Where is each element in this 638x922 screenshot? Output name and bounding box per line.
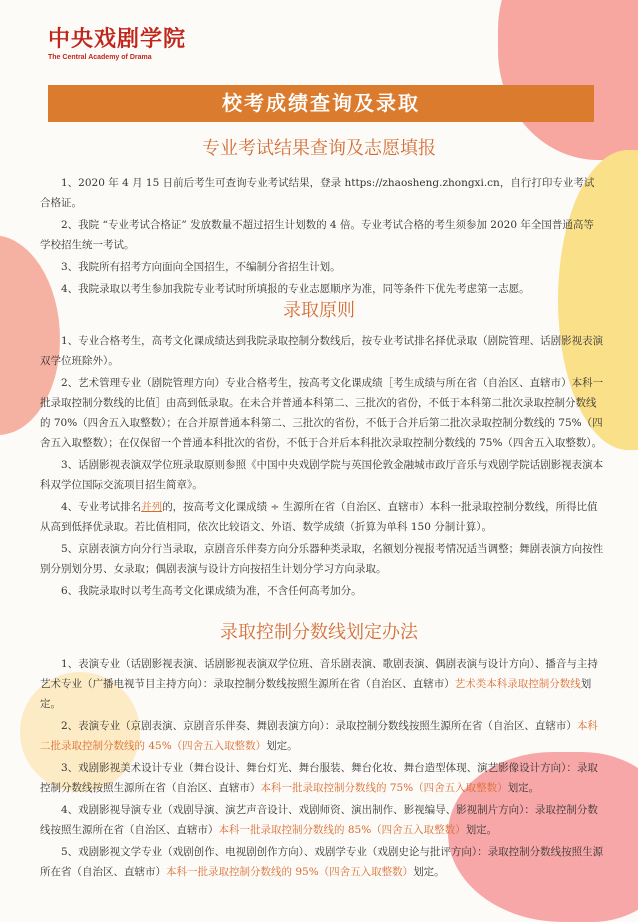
section-principles-body: [40, 331, 604, 601]
academy-logo: [48, 22, 186, 61]
item-text: 1、表演专业（话剧影视表演、话剧影视表演双学位班、音乐剧表演、歌剧表演、偶剧表演与设计方向）、播音与主持艺术专业（广播电视节目主持方向）：录取控制分数线按照生源所在省（自治区、直辖市）: [40, 658, 598, 690]
list-item: [40, 758, 604, 798]
highlight-text: 本科一批录取控制分数线的 75%（四舍五入取整数）: [260, 782, 508, 794]
list-item: 2、艺术管理专业（剧院管理方向）专业合格考生，按高考文化课成绩［考生成绩与所在省（自治区、直辖市）本科一批录取控制分数线的比值］由高到低录取。在未合并普通本科第二、三批次的省份，不低于本科第二批次录取控制分数线的 70%（四舍五入取整数）；在合并原普通本科第二、三批次的省份，不低于合并后第二批次录取控制分数线的 75%（四舍五入取整数）；在仅保留一个普通本科批次的省份，不低于合并后本科批次录取控制分数线的 75%（四舍五入取整数）。: [40, 377, 604, 449]
list-item: 3、我院所有招考方向面向全国招生，不编制分省招生计划。: [61, 261, 341, 273]
highlight-text: 本科一批录取控制分数线的 85%（四舍五入取整数）: [218, 824, 466, 836]
item-text: 划定。: [507, 782, 540, 794]
list-item: 1、2020 年 4 月 15 日前后考生可查询专业考试结果，登录 https://zhaosheng.zhongxi.cn，自行打印专业考试合格证。: [40, 177, 595, 209]
tie-link[interactable]: 并列: [141, 501, 163, 513]
list-item: 4、我院录取以考生参加我院专业考试时所填报的专业志愿顺序为准，同等条件下优先考虑第一志愿。: [61, 283, 530, 295]
logo-chinese: 中央戏剧学院: [48, 26, 187, 52]
list-item: 6、我院录取时以考生高考文化课成绩为准，不含任何高考加分。: [61, 585, 362, 597]
section-heading-principles: 录取原则: [283, 300, 355, 321]
list-item: [40, 497, 604, 537]
page-title: 校考成绩查询及录取: [48, 85, 594, 122]
item-text: 划定。: [413, 866, 445, 878]
list-item: [40, 842, 604, 882]
list-item: [40, 800, 604, 840]
item-text: 4、戏剧影视导演专业（戏剧导演、演艺声音设计、戏剧师资、演出制作、影视编导、影视制片方向）：录取控制分数线按照生源所在省（自治区、直辖市）: [40, 804, 598, 836]
highlight-text: 本科一批录取控制分数线的 95%（四舍五入取整数）: [166, 866, 414, 878]
list-item: [40, 654, 604, 714]
item-text: 2、表演专业（京剧表演、京剧音乐伴奏、舞剧表演方向）：录取控制分数线按照生源所在省（自治区、直辖市）: [61, 720, 577, 732]
section-heading-cutoff: 录取控制分数线划定办法: [220, 622, 418, 643]
item-text: 4、专业考试排名: [61, 501, 142, 513]
section-heading-results: 专业考试结果查询及志愿填报: [202, 138, 436, 159]
item-text: 划定。: [266, 740, 298, 752]
list-item: [40, 716, 604, 756]
item-text: 3、戏剧影视美术设计专业（舞台设计、舞台灯光、舞台服装、舞台化妆、舞台造型体现、演艺影像设计方向）：录取控制分数线按照生源所在省（自治区、直辖市）: [40, 762, 598, 794]
logo-english: The Central Academy of Drama: [48, 54, 152, 61]
list-item: 5、京剧表演方向分行当录取，京剧音乐伴奏方向分乐器种类录取，名额划分视报考情况适当调整；舞剧表演方向按性别分别划分男、女录取；偶剧表演与设计方向按招生计划分学习方向录取。: [40, 543, 604, 575]
section-results-body: [40, 173, 604, 299]
list-item: 3、话剧影视表演双学位班录取原则参照《中国中央戏剧学院与英国伦敦金融城市政厅音乐与戏剧学院话剧影视表演本科双学位国际交流项目招生简章》。: [40, 459, 604, 491]
highlight-text: 艺术类本科录取控制分数线: [454, 678, 581, 690]
item-text: 的，按高考文化课成绩 ÷ 生源所在省（自治区、直辖市）本科一批录取控制分数线，所得比值从高到低择优录取。若比值相同，依次比较语文、外语、数学成绩（折算为单科 150 分制计算）。: [40, 501, 598, 533]
item-text: 划定。: [40, 678, 592, 710]
item-text: 划定。: [465, 824, 498, 836]
list-item: 1、专业合格考生，高考文化课成绩达到我院录取控制分数线后，按专业考试排名择优录取（剧院管理、话剧影视表演双学位班除外）。: [40, 335, 604, 367]
list-item: 2、我院 “专业考试合格证” 发放数量不超过招生计划数的 4 倍。专业考试合格的考生须参加 2020 年全国普通高等学校招生统一考试。: [40, 219, 594, 251]
item-text: 5、戏剧影视文学专业（戏剧创作、电视剧创作方向）、戏剧学专业（戏剧史论与批评方向）：录取控制分数线按照生源所在省（自治区、直辖市）: [40, 846, 604, 878]
section-cutoff-body: [40, 654, 604, 882]
highlight-text: 本科二批录取控制分数线的 45%（四舍五入取整数）: [40, 720, 598, 752]
